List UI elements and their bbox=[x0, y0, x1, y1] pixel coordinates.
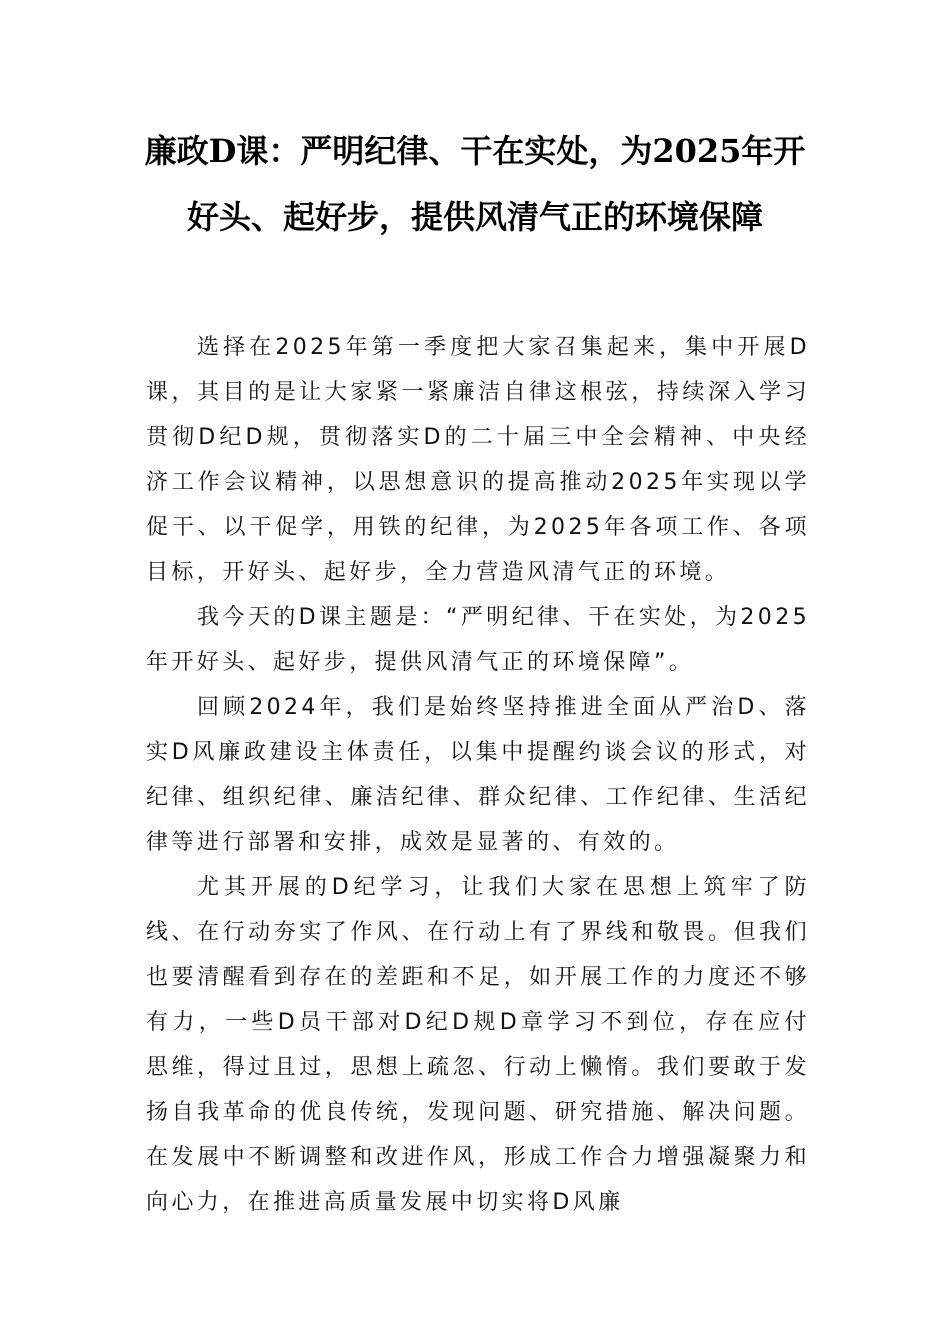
paragraph: 我今天的D课主题是：“严明纪律、干在实处，为2025年开好头、起好步，提供风清气正的环境保障”。 bbox=[146, 605, 810, 675]
paragraph: 选择在2025年第一季度把大家召集起来，集中开展D课，其目的是让大家紧一紧廉洁自律这根弦，持续深入学习贯彻D纪D规，贯彻落实D的二十届三中全会精神、中央经济工作会议精神，以思想意识的提高推动2025年实现以学促干、以干促学，用铁的纪律，为2025年各项工作、各项目标，开好头、起好步，全力营造风清气正的环境。 bbox=[146, 335, 810, 585]
document-body bbox=[146, 325, 810, 1225]
paragraph: 回顾2024年，我们是始终坚持推进全面从严治D、落实D风廉政建设主体责任，以集中提醒约谈会议的形式，对纪律、组织纪律、廉洁纪律、群众纪律、工作纪律、生活纪律等进行部署和安排，成效是显著的、有效的。 bbox=[146, 695, 810, 855]
document-title: 廉政D课：严明纪律、干在实处，为2025年开好头、起好步，提供风清气正的环境保障 bbox=[144, 132, 806, 236]
paragraph: 尤其开展的D纪学习，让我们大家在思想上筑牢了防线、在行动夯实了作风、在行动上有了界线和敬畏。但我们也要清醒看到存在的差距和不足，如开展工作的力度还不够有力，一些D员干部对D纪D规D章学习不到位，存在应付思维，得过且过，思想上疏忽、行动上懒惰。我们要敢于发扬自我革命的优良传统，发现问题、研究措施、解决问题。在发展中不断调整和改进作风，形成工作合力增强凝聚力和向心力，在推进高质量发展中切实将D风廉 bbox=[146, 875, 810, 1215]
